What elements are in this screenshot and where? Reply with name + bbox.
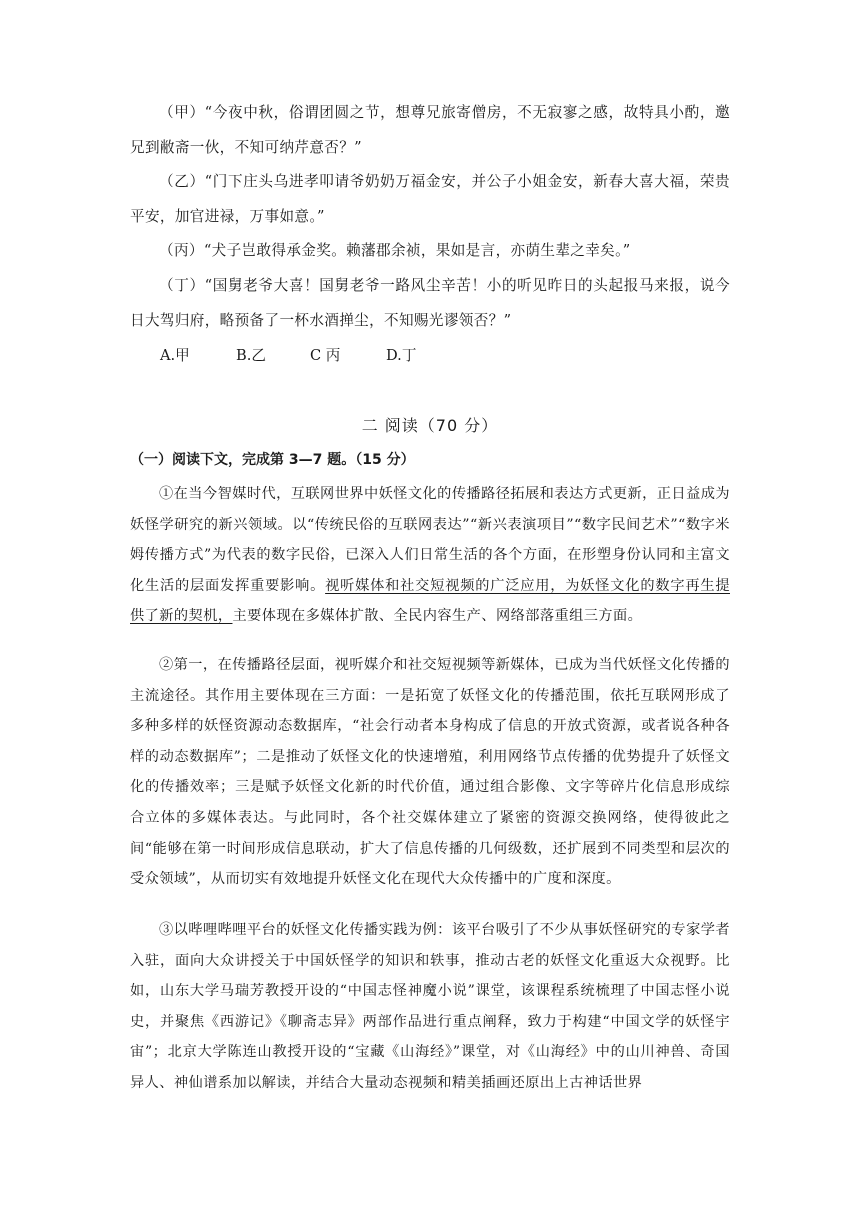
answer-options — [160, 339, 416, 373]
question-item-yi: （乙）“门下庄头乌进孝叩请爷奶奶万福金安，并公子小姐金安，新春大喜大福，荣贵平安，加官进禄，万事如意。” — [130, 173, 730, 225]
question-item-ding: （丁）“国舅老爷大喜！国舅老爷一路风尘辛苦！小的听见昨日的头起报马来报，说今日大驾归府，略预备了一杯水酒掸尘，不知赐光谬领否？” — [130, 277, 730, 329]
p1-text-end: 主要体现在多媒体扩散、全民内容生产、网络部落重组三方面。 — [232, 608, 643, 625]
question-item-bing: （丙）“犬子岂敢得承金奖。赖藩郡余祯，果如是言，亦荫生辈之幸矣。” — [159, 242, 631, 259]
passage-paragraph-2: ②第一，在传播路径层面，视听媒介和社交短视频等新媒体，已成为当代妖怪文化传播的主流途径。其作用主要体现在三方面：一是拓宽了妖怪文化的传播范围，依托互联网形成了多种多样的妖怪资源动态数据库，“社会行动者本身构成了信息的开放式资源，或者说各种各样的动态数据库”；二是推动了妖怪文化的快速增殖，利用网络节点传播的优势提升了妖怪文化的传播效率；三是赋予妖怪文化新的时代价值，通过组合影像、文字等碎片化信息形成综合立体的多媒体表达。与此同时，各个社交媒体建立了紧密的资源交换网络，使得彼此之间“能够在第一时间形成信息联动，扩大了信息传播的几何级数，还扩展到不同类型和层次的受众领域”，从而切实有效地提升妖怪文化在现代大众传播中的广度和深度。 — [130, 657, 730, 888]
passage-paragraph-3: ③以哔哩哔哩平台的妖怪文化传播实践为例：该平台吸引了不少从事妖怪研究的专家学者入驻，面向大众讲授关于中国妖怪学的知识和轶事，推动古老的妖怪文化重返大众视野。比如，山东大学马瑞芳教授开设的“中国志怪神魔小说”课堂，该课程系统梳理了中国志怪小说史，并聚焦《西游记》《聊斋志异》两部作品进行重点阐释，致力于构建“中国文学的妖怪宇宙”；北京大学陈连山教授开设的“宝藏《山海经》”课堂，对《山海经》中的山川神兽、奇国异人、神仙谱系加以解读，并结合大量动态视频和精美插画还原出上古神话世界 — [130, 922, 730, 1091]
option-b: B.乙 — [236, 347, 266, 364]
underlined-sentence: 视听媒体和社交短视频的广泛应用，为妖怪文化的数字再生提供了新的契机， — [130, 577, 730, 625]
option-d: D.丁 — [386, 347, 417, 364]
option-a: A.甲 — [160, 347, 190, 364]
sub-heading: （一）阅读下文，完成第 3—7 题。（15 分） — [130, 452, 415, 468]
passage-paragraph-1 — [130, 479, 730, 632]
option-c: C 丙 — [310, 347, 341, 364]
p1-text: ①在当今智媒时代，互联网世界中妖怪文化的传播路径拓展和表达方式更新，正日益成为妖怪学研究的新兴领域。以“传统民俗的互联网表达”“新兴表演项目”“数字民间艺术”“数字米姆传播方式”为代表的数字民俗，已深入人们日常生活的各个方面，在形塑身份认同和主富文化生活的层面发挥重要影响。 — [130, 486, 730, 594]
section-title: 二 阅读（70 分） — [361, 416, 499, 435]
question-item-jia: （甲）“今夜中秋，俗谓团圆之节，想尊兄旅寄僧房，不无寂寥之感，故特具小酌，邀兄到敝斋一伙，不知可纳芹意否？” — [130, 104, 730, 156]
